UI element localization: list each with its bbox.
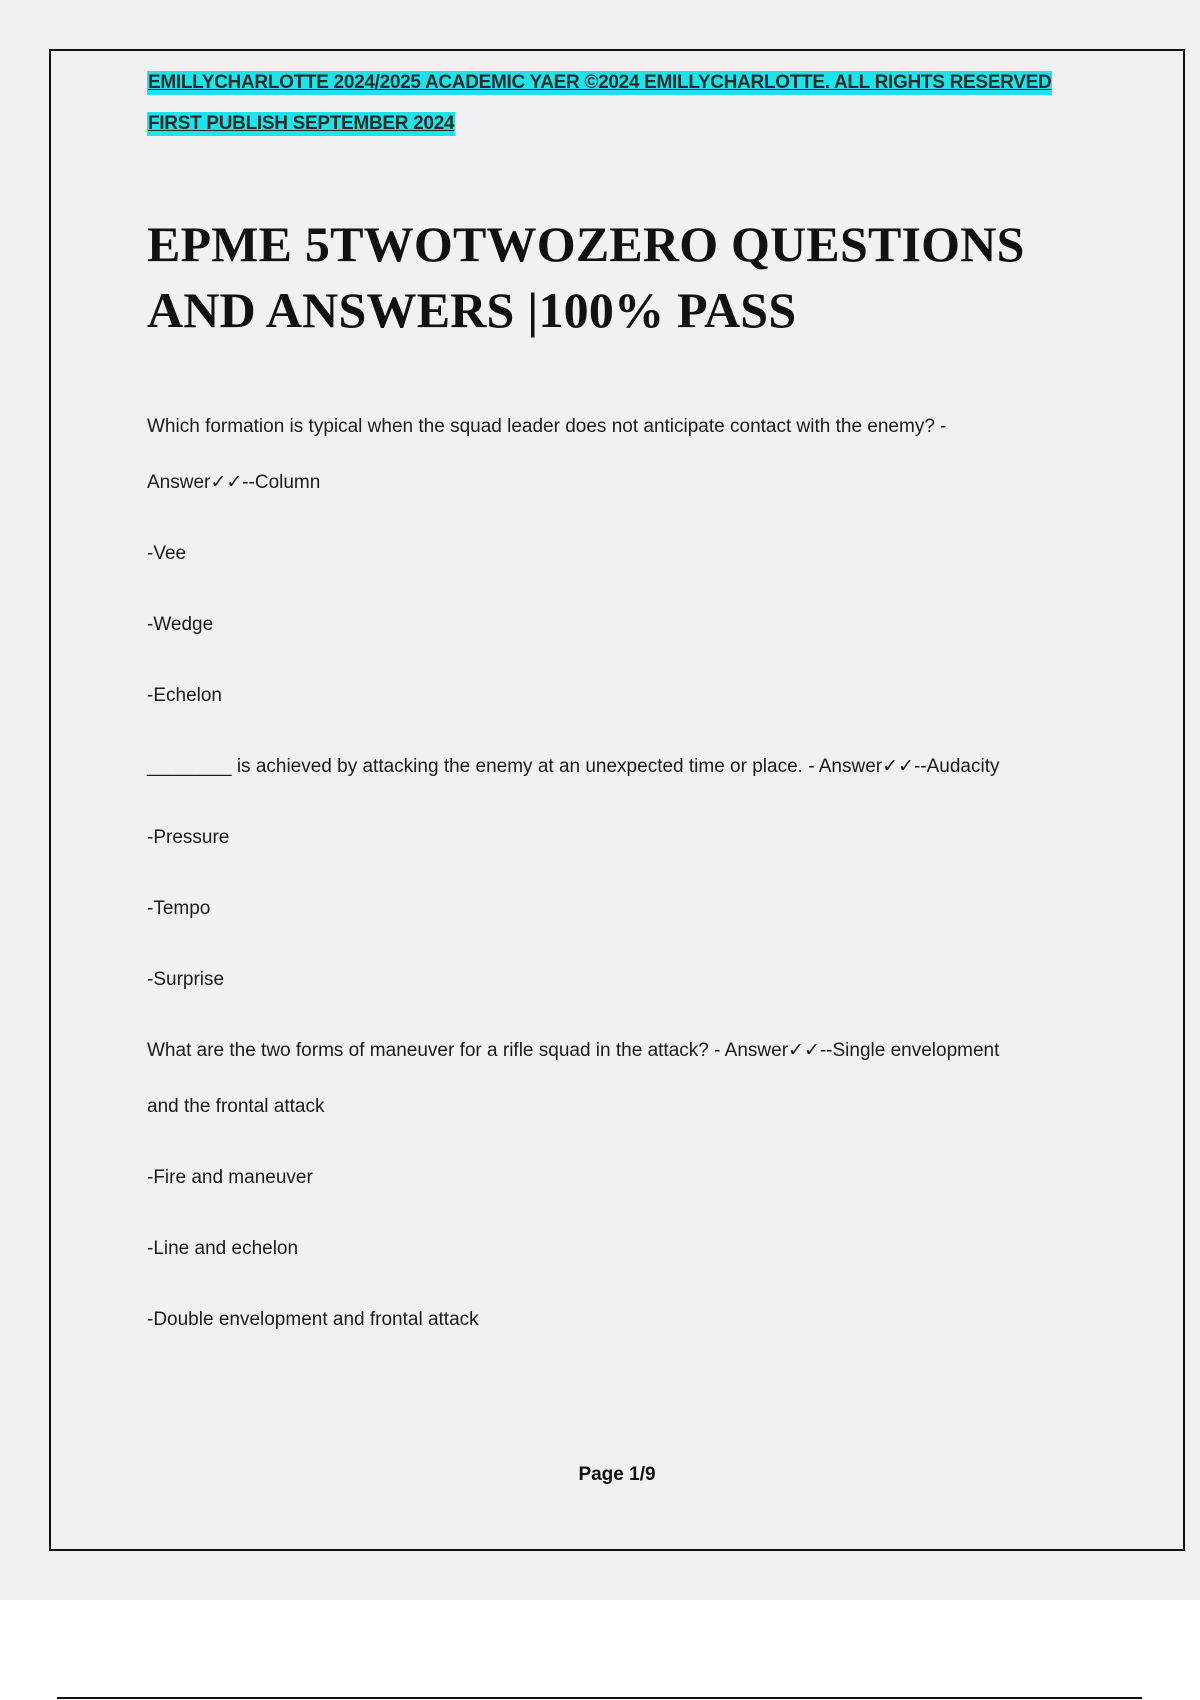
- copyright-header: EMILLYCHARLOTTE 2024/2025 ACADEMIC YAER ©2024 EMILLYCHARLOTTE. ALL RIGHTS RESERVED: [148, 72, 1052, 93]
- page-content: [147, 71, 1147, 1379]
- question-2-text: ________ is achieved by attacking the enemy at an unexpected time or place. - Answer✓✓--Audacity: [147, 756, 1000, 777]
- question-list: [147, 415, 1147, 1379]
- question-3-text-continued: and the frontal attack: [147, 1096, 325, 1117]
- header-row-1: [147, 71, 1147, 112]
- header-row-2: [147, 112, 1147, 153]
- question-1-answer: Answer✓✓--Column: [147, 472, 321, 493]
- question-1-option: -Wedge: [147, 614, 214, 635]
- title-line-1: EPME 5TWOTWOZERO QUESTIONS: [147, 216, 1025, 272]
- question-1-text: Which formation is typical when the squad leader does not anticipate contact with the enemy? -: [147, 416, 947, 437]
- document-page: [49, 49, 1185, 1551]
- question-3-option: -Fire and maneuver: [147, 1167, 313, 1188]
- question-1-option: -Vee: [147, 543, 187, 564]
- question-2-option: -Pressure: [147, 827, 230, 848]
- question-1-option: -Echelon: [147, 685, 222, 706]
- document-title: [147, 211, 1147, 343]
- question-3-option: -Line and echelon: [147, 1238, 299, 1259]
- title-line-2: AND ANSWERS |100% PASS: [147, 282, 797, 338]
- publish-date-header: FIRST PUBLISH SEPTEMBER 2024: [148, 113, 455, 134]
- question-3-text: What are the two forms of maneuver for a rifle squad in the attack? - Answer✓✓--Single envelopment: [147, 1040, 1000, 1061]
- question-2-option: -Tempo: [147, 898, 211, 919]
- question-2-option: -Surprise: [147, 969, 225, 990]
- next-page-divider: [57, 1697, 1142, 1699]
- page-number: Page 1/9: [578, 1464, 656, 1485]
- question-3-option: -Double envelopment and frontal attack: [147, 1309, 479, 1330]
